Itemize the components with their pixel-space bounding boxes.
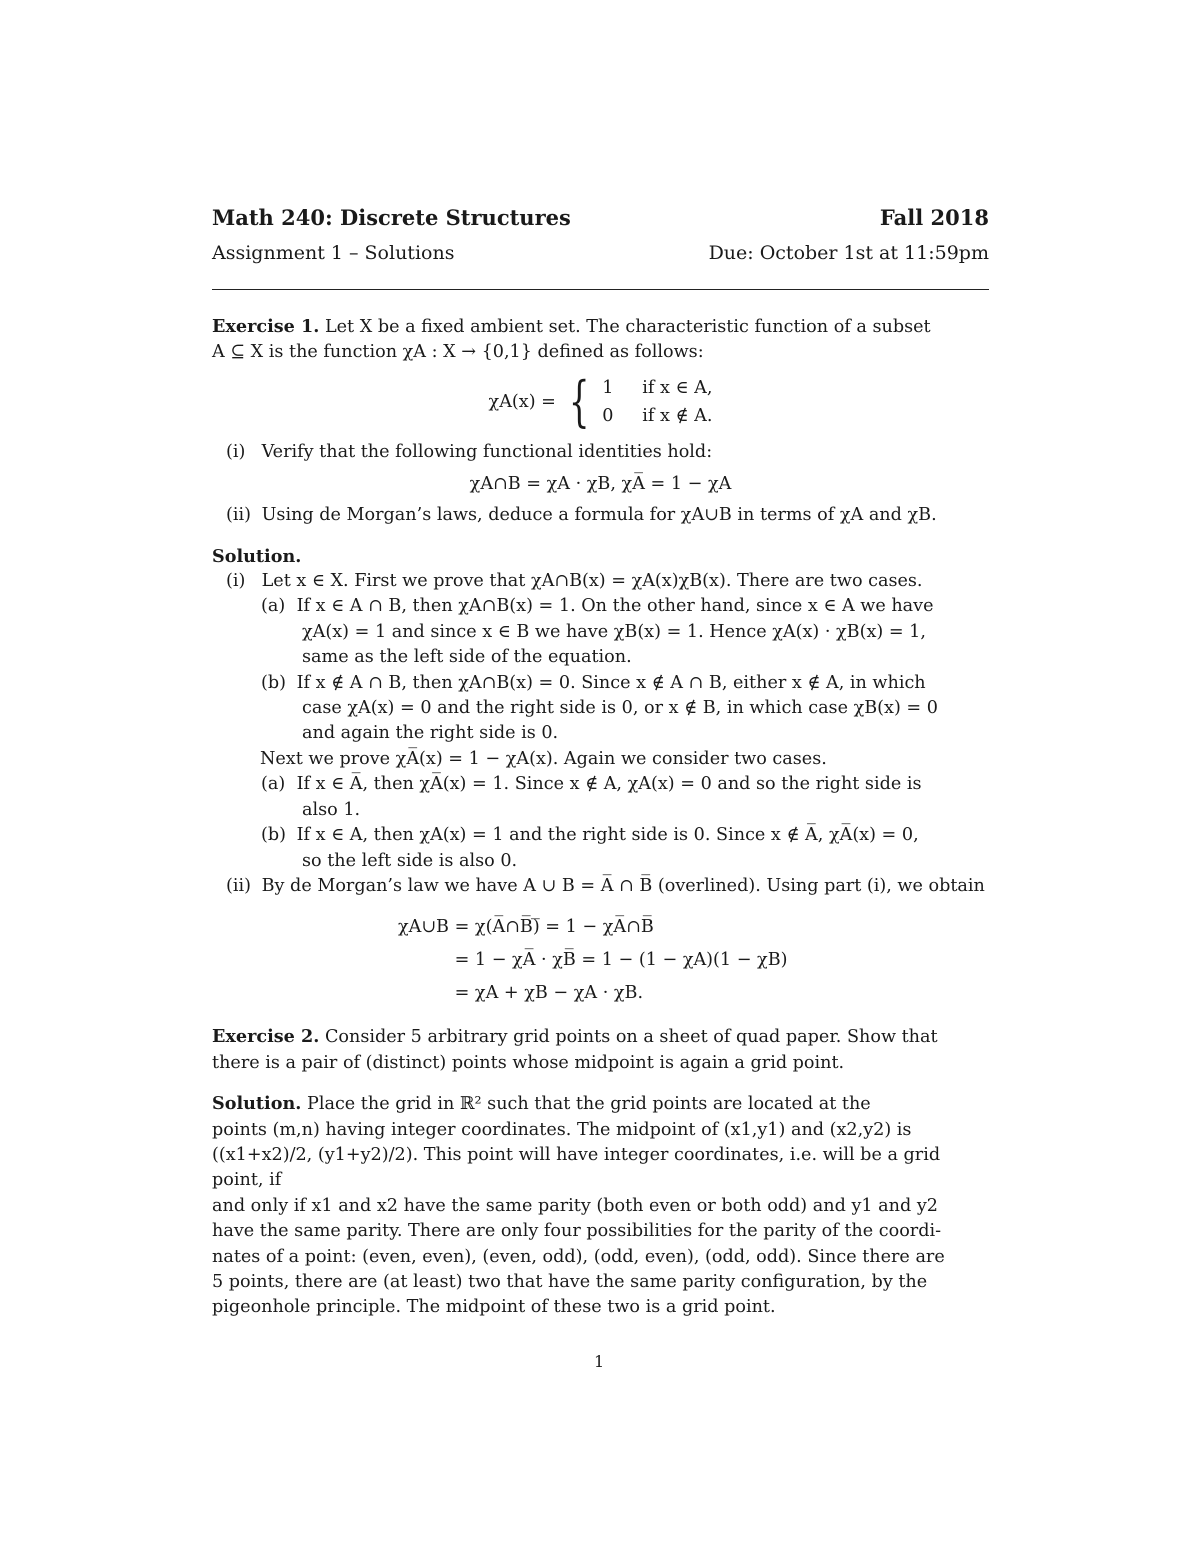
header-row-2 (212, 242, 989, 264)
case-b2-line1: If x ∈ A, then χA(x) = 1 and the right side is 0. Since x ∉ A̅, χA̅(x) = 0, (296, 825, 919, 846)
solution2-line5: have the same parity. There are only four possibilities for the parity of the coordi- (212, 1221, 942, 1242)
solution2-line6: nates of a point: (even, even), (even, odd), (odd, even), (odd, odd). Since there are (212, 1246, 945, 1267)
term-label: Fall 2018 (879, 205, 989, 230)
case-a1-label: (a) (261, 596, 286, 617)
case-row-1 (602, 374, 712, 402)
exercise1-line2: A ⊆ X is the function χA : X → {0,1} defined as follows: (212, 342, 704, 363)
sol1-case-b2 (212, 823, 989, 848)
exercise2-line1 (212, 1024, 989, 1050)
solution2-line7: 5 points, there are (at least) two that have the same parity configuration, by the (212, 1271, 928, 1292)
solution2-line3: ((x1+x2)/2, (y1+y2)/2). This point will have integer coordinates, i.e. will be a grid point, if (212, 1144, 941, 1191)
part-ii-label: (ii) (226, 505, 251, 526)
exercise1-part-ii (212, 503, 989, 528)
sol1-case-b1 (212, 671, 989, 696)
part-i-text: Verify that the following functional identities hold: (261, 441, 713, 462)
case1-condition: if x ∈ A, (642, 377, 713, 398)
cases-body (602, 374, 712, 430)
case-row-2 (602, 402, 712, 430)
case-b2-label: (b) (261, 825, 286, 846)
case-a1-line1: If x ∈ A ∩ B, then χA∩B(x) = 1. On the other hand, since x ∈ A we have (296, 596, 934, 617)
sol-ii-text: By de Morgan’s law we have A ∪ B = A̅ ∩ B̅ (overlined). Using part (i), we obtain (261, 875, 985, 896)
case1-value: 1 (602, 377, 614, 398)
case-a2-label: (a) (261, 774, 286, 795)
page-number: 1 (594, 1352, 605, 1371)
derivation-line-3 (394, 977, 989, 1010)
solution2-text1: Place the grid in ℝ² such that the grid points are located at the (306, 1094, 871, 1115)
derivation-line-1 (394, 911, 989, 944)
assignment-label: Assignment 1 – Solutions (212, 242, 455, 264)
exercise2-line2: there is a pair of (distinct) points whose midpoint is again a grid point. (212, 1052, 845, 1073)
exercise1-label: Exercise 1. (212, 316, 320, 337)
due-date: Due: October 1st at 11:59pm (708, 242, 989, 264)
exercise1-text1: Let X be a fixed ambient set. The characteristic function of a subset (324, 317, 931, 337)
case-b2-line2: so the left side is also 0. (302, 850, 518, 871)
exercise1-part-i (212, 440, 989, 465)
derivation-lhs: χA∪B (397, 917, 449, 938)
case2-value: 0 (602, 405, 614, 426)
solution2-label: Solution. (212, 1093, 302, 1115)
sol-i-label: (i) (226, 571, 246, 592)
course-title: Math 240: Discrete Structures (212, 205, 571, 230)
sol1-case-a1 (212, 594, 989, 619)
case-b1-line1: If x ∉ A ∩ B, then χA∩B(x) = 0. Since x ∉ A ∩ B, either x ∉ A, in which (296, 672, 926, 693)
solution2-line2: points (m,n) having integer coordinates. The midpoint of (x1,y1) and (x2,y2) is (212, 1119, 912, 1140)
part-i-label: (i) (226, 441, 246, 462)
left-brace: { (568, 369, 590, 433)
derivation-rhs-3: = χA + χB − χA · χB. (454, 983, 644, 1004)
exercise1-line1 (212, 314, 989, 340)
part-i-equation: χA∩B = χA · χB, χA̅ = 1 − χA (469, 474, 732, 495)
header-row-1 (212, 205, 989, 230)
solution1-label: Solution. (212, 545, 302, 567)
part-ii-text: Using de Morgan’s laws, deduce a formula for χA∪B in terms of χA and χB. (261, 505, 937, 526)
sol1-next: Next we prove χA̅(x) = 1 − χA(x). Again we consider two cases. (260, 748, 827, 769)
case2-condition: if x ∉ A. (642, 405, 713, 426)
case-a1-line3: same as the left side of the equation. (302, 647, 632, 668)
solution1-part-i (212, 569, 989, 594)
cases-lhs: χA(x) = (488, 391, 556, 412)
derivation-rhs-1: = χ(A̅∩B̅)̅ = 1 − χA̅∩B̅ (454, 917, 654, 938)
solution2-line4: and only if x1 and x2 have the same parity (both even or both odd) and y1 and y2 (212, 1195, 938, 1216)
solution2-line8: pigeonhole principle. The midpoint of these two is a grid point. (212, 1297, 776, 1318)
sol-ii-label: (ii) (226, 875, 251, 896)
case-b1-line3: and again the right side is 0. (302, 723, 559, 744)
solution1-part-ii (212, 874, 989, 899)
document-page (212, 205, 989, 1321)
solution2-line1 (212, 1091, 989, 1117)
sol-i-text: Let x ∈ X. First we prove that χA∩B(x) = χA(x)χB(x). There are two cases. (261, 571, 923, 592)
case-a1-line2: χA(x) = 1 and since x ∈ B we have χB(x) = 1. Hence χA(x) · χB(x) = 1, (302, 621, 926, 642)
derivation-line-2 (394, 944, 989, 977)
case-b1-label: (b) (261, 672, 286, 693)
exercise2-text1: Consider 5 arbitrary grid points on a sheet of quad paper. Show that (324, 1027, 938, 1048)
case-a2-line2: also 1. (302, 799, 361, 820)
characteristic-function-cases (212, 369, 989, 433)
case-a2-line1: If x ∈ A̅, then χA̅(x) = 1. Since x ∉ A, χA(x) = 0 and so the right side is (296, 774, 922, 795)
sol1-case-a2 (212, 772, 989, 797)
derivation-rhs-2: = 1 − χA̅ · χB̅ = 1 − (1 − χA)(1 − χB) (454, 950, 788, 971)
case-b1-line2: case χA(x) = 0 and the right side is 0, or x ∉ B, in which case χB(x) = 0 (302, 698, 938, 719)
derivation-block (394, 911, 989, 1010)
exercise2-label: Exercise 2. (212, 1026, 320, 1048)
header-divider (212, 289, 989, 290)
